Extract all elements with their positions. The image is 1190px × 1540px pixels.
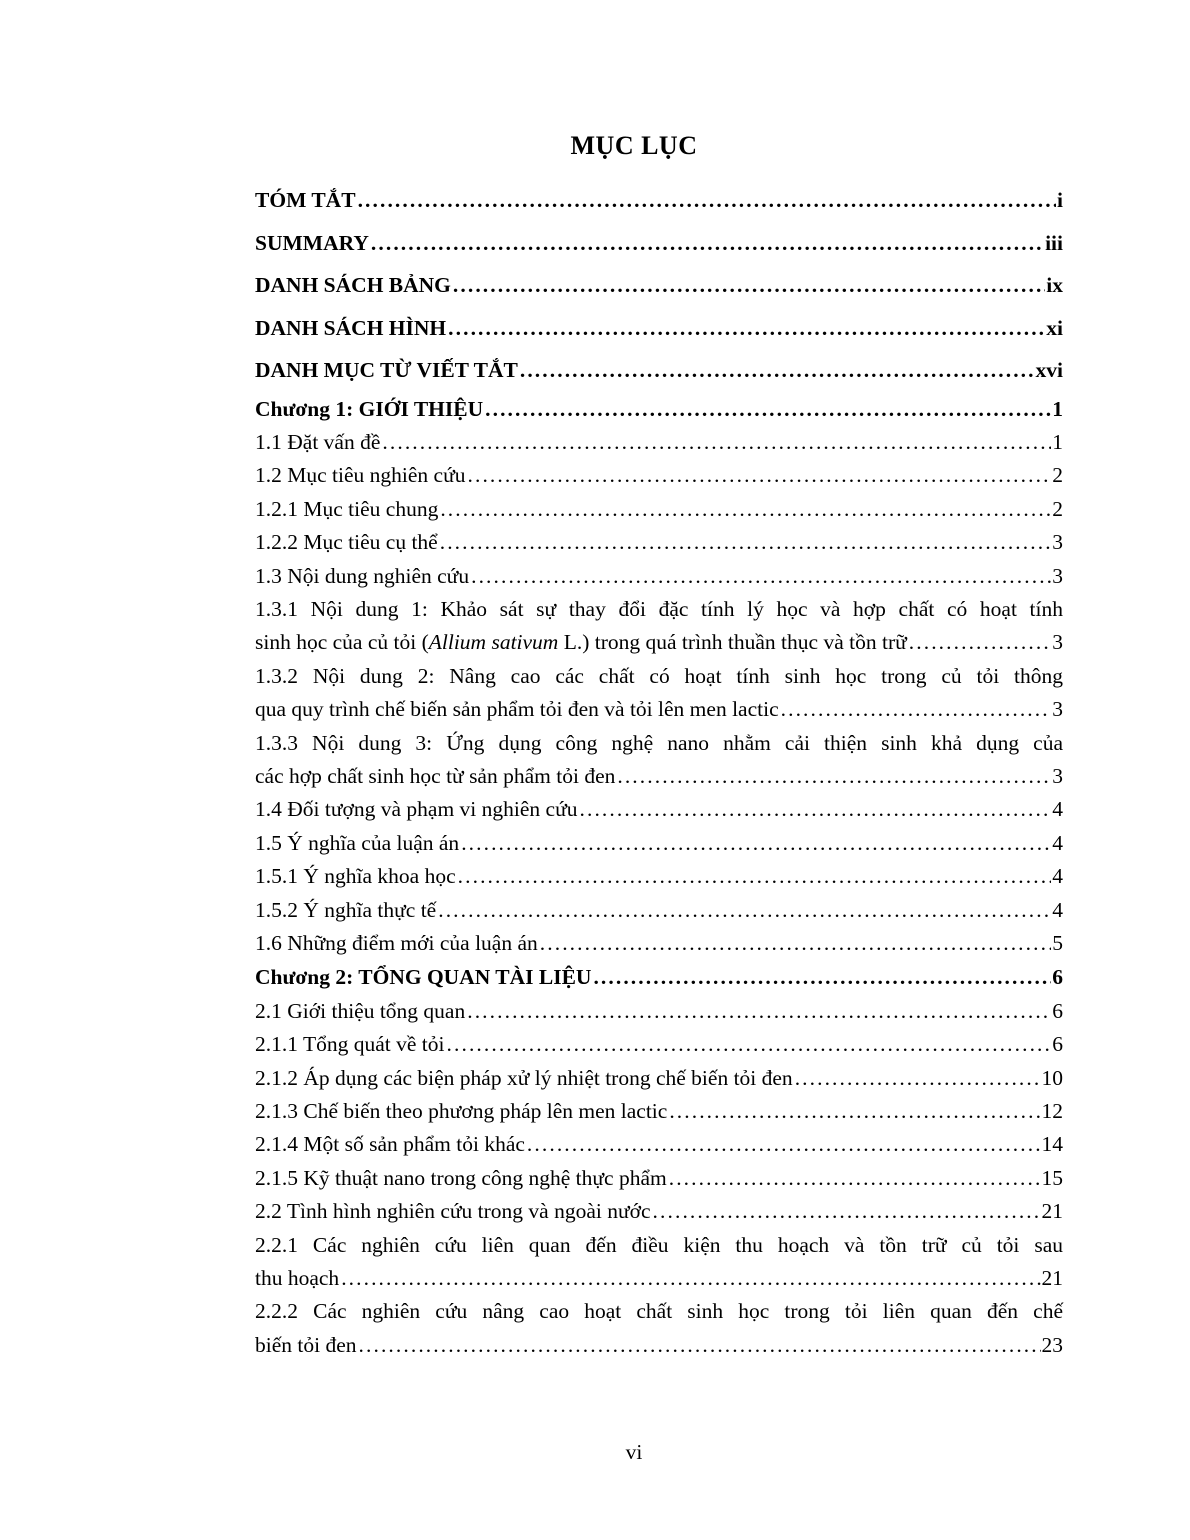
text-run: L.) trong quá trình thuần thục và tồn trữ bbox=[558, 630, 907, 655]
text-run: 1.3.2 Nội dung 2: Nâng cao các chất có hoạt tính sinh học trong củ tỏi thông bbox=[255, 663, 1063, 688]
toc-entry-line bbox=[255, 894, 1063, 927]
toc-entry-line bbox=[255, 1195, 1063, 1228]
toc-entry-line bbox=[255, 426, 1063, 459]
toc-entry-line bbox=[255, 349, 1063, 392]
text-run: SUMMARY bbox=[255, 230, 369, 255]
text-run: 1.3.1 Nội dung 1: Khảo sát sự thay đổi đặc tính lý học và hợp chất có hoạt tính bbox=[255, 596, 1063, 621]
toc-entry-line bbox=[255, 693, 1063, 726]
leader-dots bbox=[440, 526, 1052, 559]
leader-dots bbox=[520, 349, 1035, 392]
toc-page-number: 4 bbox=[1052, 797, 1063, 822]
leader-dots bbox=[358, 179, 1056, 222]
toc-entry-label bbox=[255, 459, 466, 492]
toc-entry-line bbox=[255, 827, 1063, 860]
toc-page-number: 5 bbox=[1052, 931, 1063, 955]
toc-entry[interactable] bbox=[255, 827, 1063, 860]
leader-dots bbox=[653, 1195, 1041, 1228]
toc-entry-label bbox=[255, 760, 615, 793]
toc-page-number: 1 bbox=[1052, 429, 1063, 454]
text-run: 1.1 Đặt vấn đề bbox=[255, 429, 381, 454]
toc-entry-label bbox=[255, 1095, 667, 1128]
toc-page-number: 3 bbox=[1052, 763, 1063, 788]
toc-page-number: 15 bbox=[1041, 1165, 1063, 1190]
toc-entry-line bbox=[255, 493, 1063, 526]
toc-page-number: 6 bbox=[1052, 1032, 1063, 1057]
toc-entry-line bbox=[255, 727, 1063, 760]
text-run: 2.1 Giới thiệu tổng quan bbox=[255, 998, 466, 1023]
toc-entry-label bbox=[255, 526, 438, 559]
toc-entry[interactable] bbox=[255, 1162, 1063, 1195]
toc-entry[interactable] bbox=[255, 1229, 1063, 1296]
toc-entry[interactable] bbox=[255, 894, 1063, 927]
leader-dots bbox=[781, 693, 1052, 726]
toc-entry[interactable] bbox=[255, 793, 1063, 826]
toc-page-number: 4 bbox=[1052, 864, 1063, 889]
toc-entry-line bbox=[255, 626, 1063, 659]
leader-dots bbox=[485, 393, 1051, 426]
toc-page-number: 2 bbox=[1052, 463, 1063, 488]
toc-entry[interactable] bbox=[255, 660, 1063, 727]
leader-dots bbox=[341, 1262, 1040, 1295]
footer-page-number: vi bbox=[625, 1440, 643, 1464]
toc-entry-label bbox=[255, 1128, 525, 1161]
toc-page-number: 2 bbox=[1052, 496, 1063, 521]
toc-entry[interactable] bbox=[255, 961, 1063, 994]
toc-entry[interactable] bbox=[255, 222, 1063, 265]
leader-dots bbox=[795, 1062, 1041, 1095]
leader-dots bbox=[371, 222, 1044, 265]
toc-page-number: 3 bbox=[1052, 530, 1063, 555]
leader-dots bbox=[359, 1329, 1041, 1362]
toc-entry-line bbox=[255, 1028, 1063, 1061]
toc-entry[interactable] bbox=[255, 459, 1063, 492]
toc-page-number: i bbox=[1057, 188, 1063, 212]
toc-page-number: 1 bbox=[1052, 396, 1063, 421]
leader-dots bbox=[580, 793, 1052, 826]
leader-dots bbox=[467, 995, 1051, 1028]
toc-entry[interactable] bbox=[255, 264, 1063, 307]
toc-page-number: 3 bbox=[1052, 697, 1063, 722]
toc-entry-label bbox=[255, 222, 369, 265]
toc-page-number: 10 bbox=[1041, 1065, 1063, 1090]
text-run: 1.3 Nội dung nghiên cứu bbox=[255, 563, 470, 588]
toc-page-number: 3 bbox=[1052, 630, 1063, 655]
toc-entry-line bbox=[255, 222, 1063, 265]
toc-entry-label bbox=[255, 493, 438, 526]
toc-entry-label bbox=[255, 307, 446, 350]
text-run: 2.2.1 Các nghiên cứu liên quan đến điều kiện thu hoạch và tồn trữ củ tỏi sau bbox=[255, 1232, 1063, 1257]
toc-entry-label bbox=[255, 731, 1063, 755]
toc-entry-line bbox=[255, 1095, 1063, 1128]
toc-entry-line bbox=[255, 1062, 1063, 1095]
text-run: 1.3.3 Nội dung 3: Ứng dụng công nghệ nano nhằm cải thiện sinh khả dụng của bbox=[255, 730, 1063, 755]
toc-entry-label bbox=[255, 860, 456, 893]
leader-dots bbox=[669, 1095, 1040, 1128]
toc-entry-line bbox=[255, 961, 1063, 994]
toc-page-number: iii bbox=[1045, 230, 1063, 255]
text-run: 2.2.2 Các nghiên cứu nâng cao hoạt chất sinh học trong tỏi liên quan đến chế bbox=[255, 1299, 1063, 1324]
leader-dots bbox=[453, 264, 1045, 307]
toc-page-number: 14 bbox=[1041, 1132, 1063, 1157]
toc-entry-label bbox=[255, 560, 469, 593]
toc-entry-line bbox=[255, 1229, 1063, 1262]
leader-dots bbox=[458, 860, 1052, 893]
text-run: DANH SÁCH HÌNH bbox=[255, 315, 447, 340]
toc-entry[interactable] bbox=[255, 179, 1063, 222]
text-run: 1.4 Đối tượng và phạm vi nghiên cứu bbox=[255, 797, 578, 822]
leader-dots bbox=[447, 1028, 1052, 1061]
toc-entry-label bbox=[255, 693, 779, 726]
toc-entry[interactable] bbox=[255, 860, 1063, 893]
toc-entry[interactable] bbox=[255, 995, 1063, 1028]
leader-dots bbox=[909, 626, 1051, 659]
toc-entry[interactable] bbox=[255, 1195, 1063, 1228]
leader-dots bbox=[440, 493, 1051, 526]
text-run: biến tỏi đen bbox=[255, 1332, 357, 1357]
toc-entry-label bbox=[255, 179, 356, 222]
leader-dots bbox=[669, 1162, 1041, 1195]
toc-entry-label bbox=[255, 597, 1063, 621]
toc-entry-line bbox=[255, 1262, 1063, 1295]
toc-page-number: 23 bbox=[1041, 1332, 1063, 1357]
toc-entry-line bbox=[255, 1329, 1063, 1362]
page-title: MỤC LỤC bbox=[570, 131, 698, 160]
toc-entry-label bbox=[255, 1062, 793, 1095]
text-run: TÓM TẮT bbox=[255, 188, 356, 212]
toc-entry-label bbox=[255, 1195, 651, 1228]
text-run: 2.1.2 Áp dụng các biện pháp xử lý nhiệt trong chế biến tỏi đen bbox=[255, 1065, 793, 1090]
toc-page-number: 6 bbox=[1052, 965, 1063, 990]
toc-entry-label bbox=[255, 664, 1063, 688]
toc-section bbox=[255, 131, 1063, 1362]
toc-entry-line bbox=[255, 459, 1063, 492]
toc-entry-label bbox=[255, 349, 518, 392]
toc-entry-line bbox=[255, 179, 1063, 222]
leader-dots bbox=[448, 307, 1045, 350]
text-run: 1.5.2 Ý nghĩa thực tế bbox=[255, 897, 437, 922]
toc-page-number: 3 bbox=[1052, 563, 1063, 588]
text-run: DANH SÁCH BẢNG bbox=[255, 273, 451, 297]
toc-entry-label bbox=[255, 1262, 339, 1295]
toc-entry-label bbox=[255, 1329, 357, 1362]
toc-entry[interactable] bbox=[255, 560, 1063, 593]
text-run: 1.5.1 Ý nghĩa khoa học bbox=[255, 864, 456, 889]
toc-entry[interactable] bbox=[255, 927, 1063, 960]
text-run: sinh học của củ tỏi ( bbox=[255, 630, 429, 655]
toc-entry[interactable] bbox=[255, 1095, 1063, 1128]
toc-entry-label bbox=[255, 1162, 667, 1195]
toc-entry[interactable] bbox=[255, 393, 1063, 426]
toc-entry[interactable] bbox=[255, 526, 1063, 559]
toc-entry[interactable] bbox=[255, 307, 1063, 350]
toc-entry-line bbox=[255, 927, 1063, 960]
text-run: 2.2 Tình hình nghiên cứu trong và ngoài nước bbox=[255, 1199, 651, 1224]
toc-entry-line bbox=[255, 1128, 1063, 1161]
text-run: các hợp chất sinh học từ sản phẩm tỏi đen bbox=[255, 763, 616, 788]
toc-page-number: ix bbox=[1046, 273, 1063, 297]
text-run: 1.5 Ý nghĩa của luận án bbox=[255, 830, 460, 855]
toc-entry-label bbox=[255, 793, 578, 826]
toc-entry-label bbox=[255, 961, 591, 994]
toc-entry-label bbox=[255, 1028, 445, 1061]
toc-page-number: xi bbox=[1046, 315, 1063, 340]
toc-entry[interactable] bbox=[255, 426, 1063, 459]
toc-page-number: 4 bbox=[1052, 830, 1063, 855]
toc-entry-label bbox=[255, 927, 538, 960]
toc-entry-line bbox=[255, 393, 1063, 426]
leader-dots bbox=[382, 426, 1051, 459]
toc-entry-label bbox=[255, 426, 380, 459]
toc-entry-line bbox=[255, 995, 1063, 1028]
leader-dots bbox=[461, 827, 1051, 860]
toc-entry-line bbox=[255, 1162, 1063, 1195]
text-run: 1.2.1 Mục tiêu chung bbox=[255, 496, 439, 521]
text-run: 2.1.3 Chế biến theo phương pháp lên men lactic bbox=[255, 1099, 668, 1124]
toc-entry[interactable] bbox=[255, 1062, 1063, 1095]
toc-entry-label bbox=[255, 626, 907, 659]
leader-dots bbox=[540, 927, 1051, 960]
toc-entry-line bbox=[255, 793, 1063, 826]
leader-dots bbox=[468, 459, 1052, 492]
leader-dots bbox=[617, 760, 1051, 793]
toc-entry-line bbox=[255, 593, 1063, 626]
toc-entry-line bbox=[255, 1295, 1063, 1328]
toc-entry[interactable] bbox=[255, 493, 1063, 526]
leader-dots bbox=[527, 1128, 1041, 1161]
toc-entry[interactable] bbox=[255, 1028, 1063, 1061]
toc-entry[interactable] bbox=[255, 593, 1063, 660]
leader-dots bbox=[471, 560, 1051, 593]
toc-entry[interactable] bbox=[255, 349, 1063, 392]
toc-entry-label bbox=[255, 393, 483, 426]
text-run: 2.1.1 Tổng quát về tỏi bbox=[255, 1032, 445, 1057]
toc-entry-label bbox=[255, 264, 451, 307]
toc-page-number: xvi bbox=[1035, 358, 1063, 382]
text-run: thu hoạch bbox=[255, 1266, 340, 1291]
toc-list bbox=[255, 179, 1063, 1362]
toc-page-number: 21 bbox=[1041, 1266, 1063, 1291]
toc-entry-line bbox=[255, 526, 1063, 559]
toc-entry-label bbox=[255, 995, 465, 1028]
text-run: 1.2 Mục tiêu nghiên cứu bbox=[255, 463, 466, 488]
leader-dots bbox=[593, 961, 1051, 994]
toc-entry-line bbox=[255, 264, 1063, 307]
toc-entry-line bbox=[255, 307, 1063, 350]
text-run: 1.2.2 Mục tiêu cụ thể bbox=[255, 530, 438, 555]
toc-entry-label bbox=[255, 1299, 1063, 1323]
toc-entry-line bbox=[255, 660, 1063, 693]
toc-entry-label bbox=[255, 1233, 1063, 1257]
toc-entry[interactable] bbox=[255, 727, 1063, 794]
text-run: Chương 2: TỔNG QUAN TÀI LIỆU bbox=[255, 965, 592, 990]
text-run: 2.1.4 Một số sản phẩm tỏi khác bbox=[255, 1132, 525, 1157]
toc-page-number: 12 bbox=[1041, 1099, 1063, 1124]
toc-entry[interactable] bbox=[255, 1295, 1063, 1362]
italic-text-run: Allium sativum bbox=[428, 630, 559, 655]
leader-dots bbox=[438, 894, 1051, 927]
text-run: DANH MỤC TỪ VIẾT TẮT bbox=[255, 358, 518, 382]
text-run: qua quy trình chế biến sản phẩm tỏi đen và tỏi lên men lactic bbox=[255, 697, 779, 722]
toc-entry[interactable] bbox=[255, 1128, 1063, 1161]
text-run: Chương 1: GIỚI THIỆU bbox=[255, 396, 484, 421]
toc-page-number: 6 bbox=[1052, 998, 1063, 1023]
text-run: 1.6 Những điểm mới của luận án bbox=[255, 931, 538, 955]
toc-entry-line bbox=[255, 860, 1063, 893]
toc-page-number: 4 bbox=[1052, 897, 1063, 922]
toc-page-number: 21 bbox=[1041, 1199, 1063, 1224]
toc-entry-label bbox=[255, 827, 459, 860]
text-run: 2.1.5 Kỹ thuật nano trong công nghệ thực phẩm bbox=[255, 1165, 667, 1190]
toc-entry-label bbox=[255, 894, 436, 927]
toc-entry-line bbox=[255, 560, 1063, 593]
toc-entry-line bbox=[255, 760, 1063, 793]
